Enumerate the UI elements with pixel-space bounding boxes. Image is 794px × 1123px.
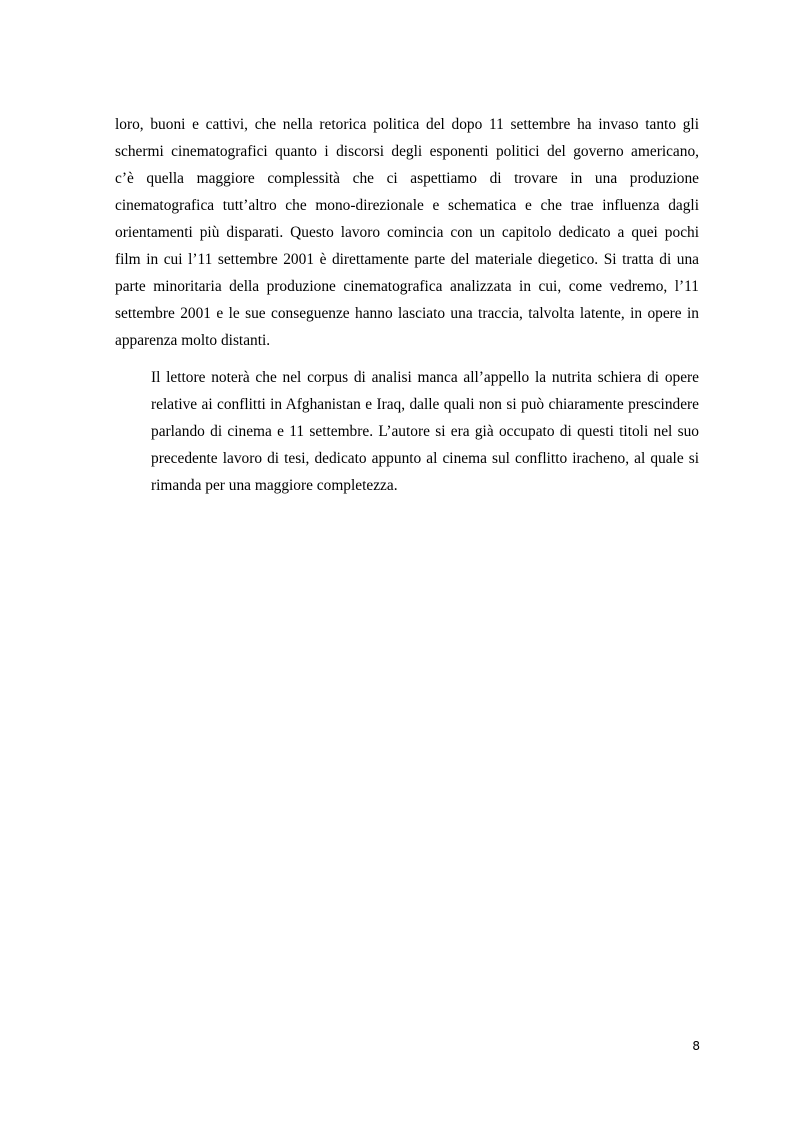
- text-line: apparenza molto distanti.: [115, 332, 271, 349]
- text-line: orientamenti più disparati. Questo lavoro comincia con un capitolo dedicato a quei pochi: [115, 224, 699, 241]
- body-text: [115, 111, 699, 499]
- text-line: Il lettore noterà che nel corpus di analisi manca all’appello la nutrita schiera di opere: [151, 369, 699, 386]
- paragraph-2: [115, 364, 699, 499]
- text-line: parlando di cinema e 11 settembre. L’autore si era già occupato di questi titoli nel suo: [151, 423, 699, 440]
- text-line: precedente lavoro di tesi, dedicato appunto al cinema sul conflitto iracheno, al quale si: [151, 450, 699, 467]
- text-line: cinematografica tutt’altro che mono-direzionale e schematica e che trae influenza dagli: [115, 197, 699, 214]
- text-line: c’è quella maggiore complessità che ci aspettiamo di trovare in una produzione: [115, 170, 699, 187]
- text-line: film in cui l’11 settembre 2001 è direttamente parte del materiale diegetico. Si tratta di una: [115, 251, 699, 268]
- text-line: rimanda per una maggiore completezza.: [151, 477, 398, 494]
- paragraph-1: [115, 111, 699, 354]
- page-number: 8: [692, 1039, 700, 1053]
- text-line: loro, buoni e cattivi, che nella retorica politica del dopo 11 settembre ha invaso tanto gli: [115, 116, 699, 133]
- text-line: parte minoritaria della produzione cinematografica analizzata in cui, come vedremo, l’11: [115, 278, 699, 295]
- text-line: settembre 2001 e le sue conseguenze hanno lasciato una traccia, talvolta latente, in opere in: [115, 305, 699, 322]
- text-line: schermi cinematografici quanto i discorsi degli esponenti politici del governo americano,: [115, 143, 699, 160]
- text-line: relative ai conflitti in Afghanistan e Iraq, dalle quali non si può chiaramente prescindere: [151, 396, 699, 413]
